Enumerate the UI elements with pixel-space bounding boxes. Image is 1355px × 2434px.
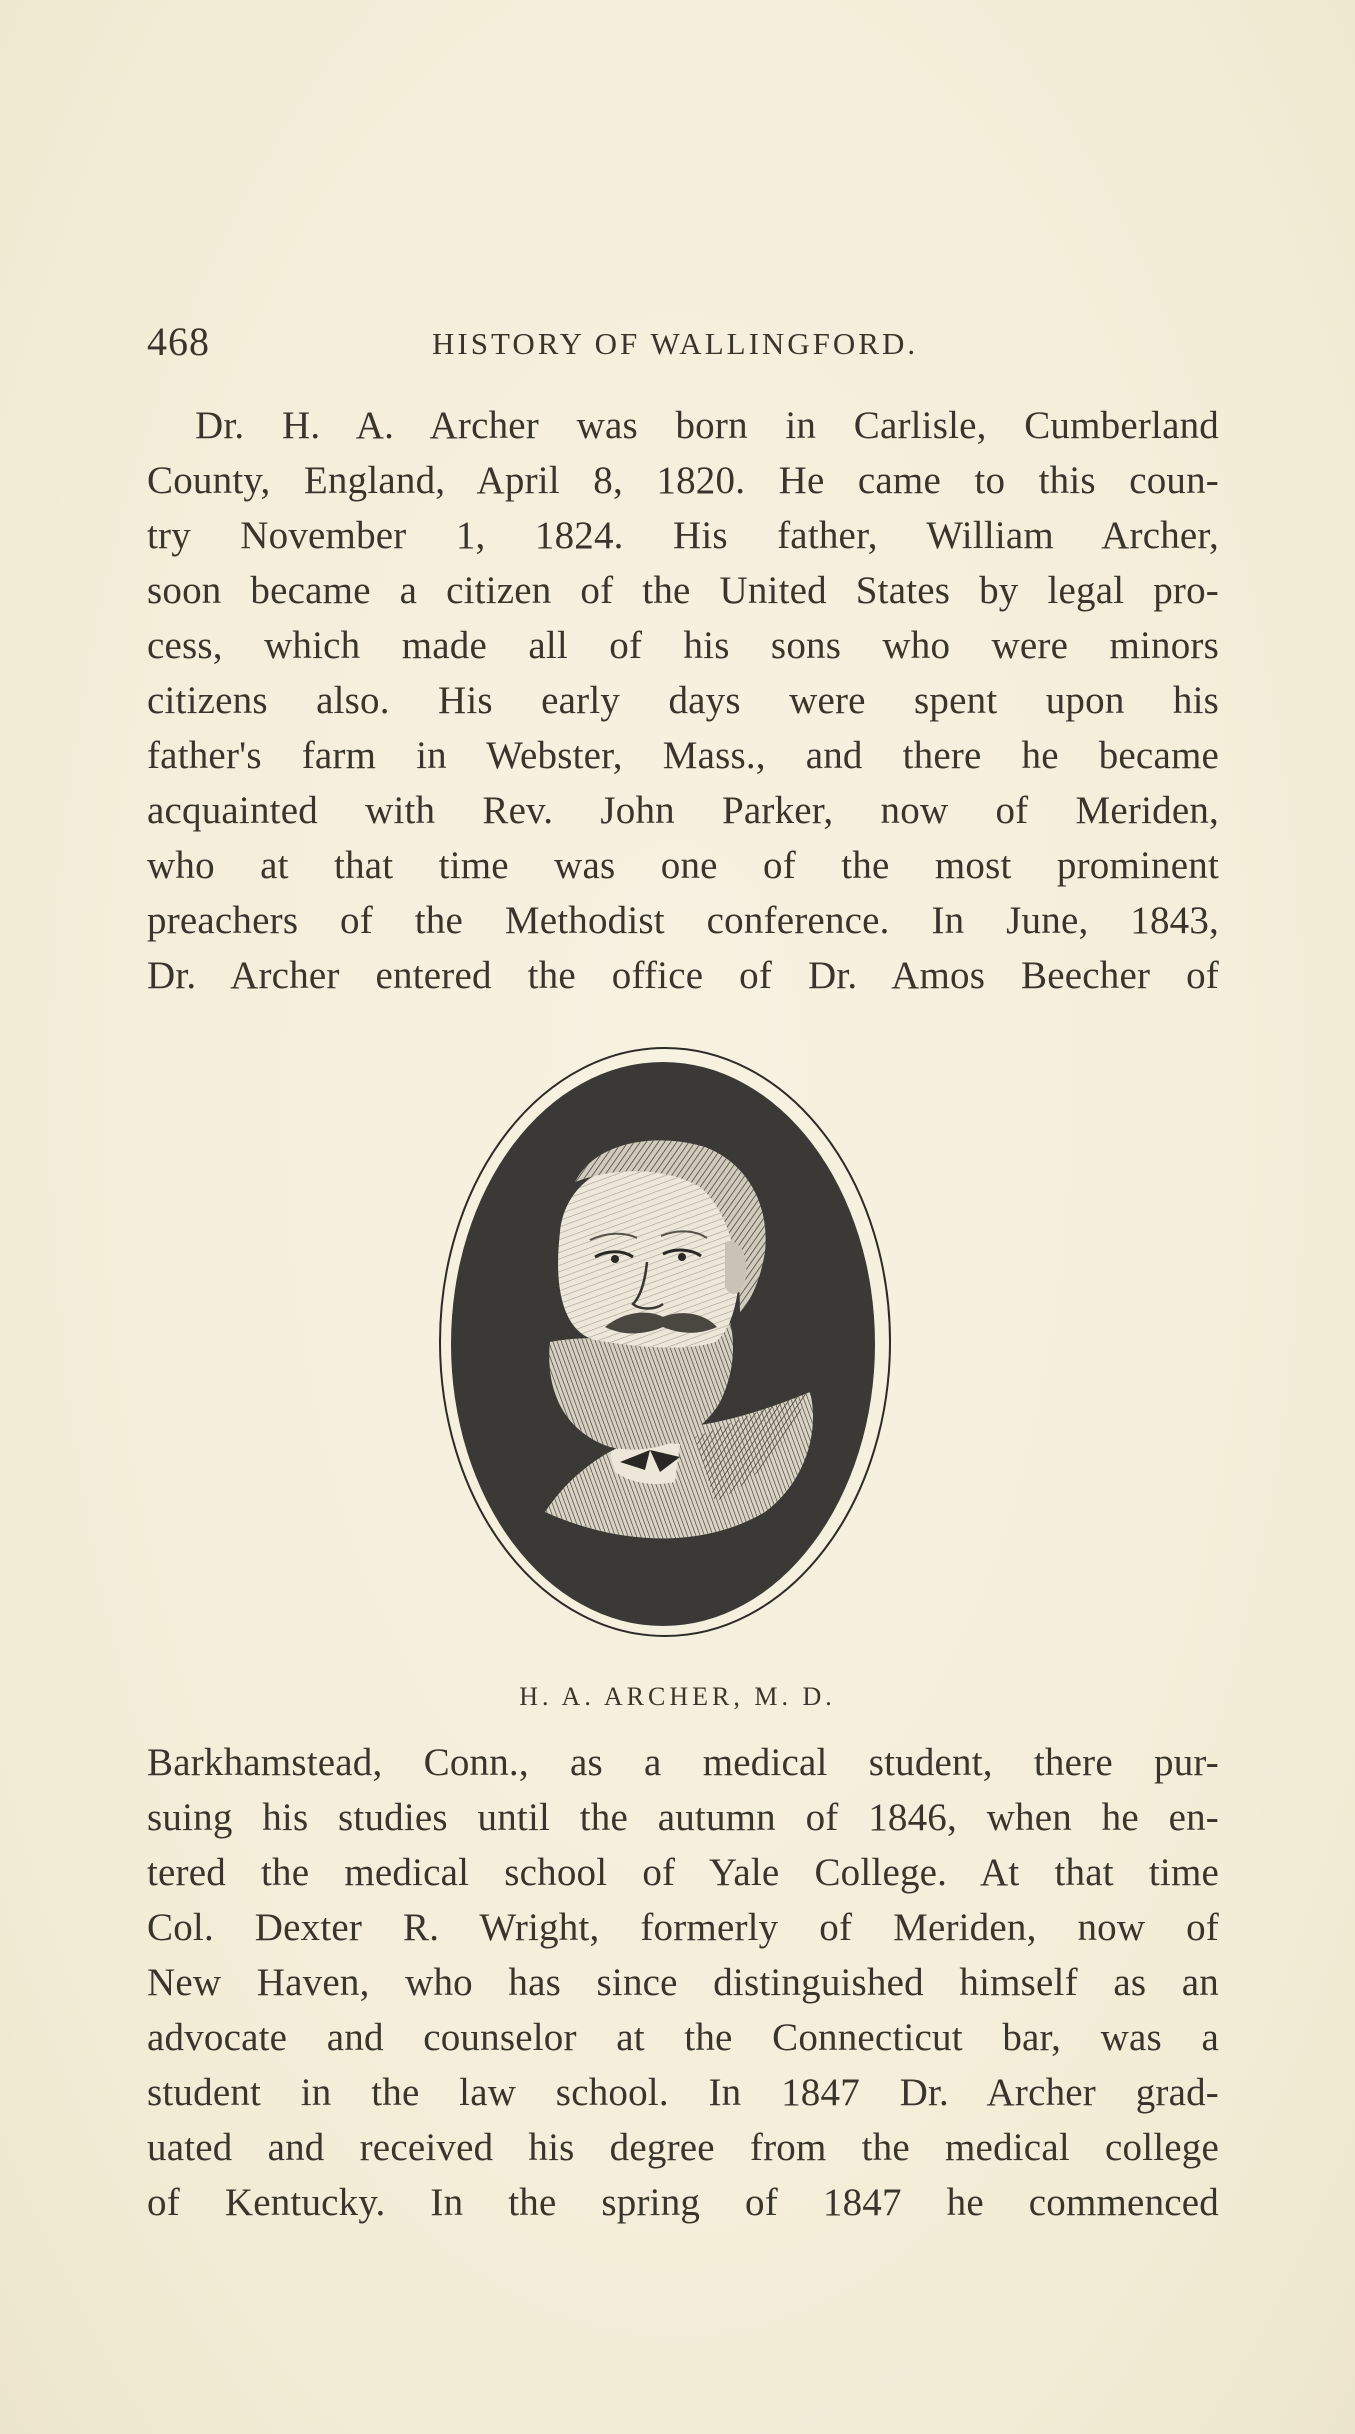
paragraph-bottom bbox=[147, 1735, 1219, 2230]
text-line: Col. Dexter R. Wright, formerly of Meriden, now of bbox=[147, 1906, 1219, 1949]
page-number: 468 bbox=[147, 319, 210, 364]
text-line: Barkhamstead, Conn., as a medical student, there pur- bbox=[147, 1741, 1219, 1784]
text-line: citizens also. His early days were spent upon his bbox=[147, 679, 1219, 722]
portrait-caption: H. A. ARCHER, M. D. bbox=[519, 1682, 836, 1711]
text-line: student in the law school. In 1847 Dr. Archer grad- bbox=[147, 2071, 1219, 2114]
text-line: County, England, April 8, 1820. He came to this coun- bbox=[147, 459, 1219, 502]
text-line: advocate and counselor at the Connecticut bar, was a bbox=[147, 2016, 1219, 2059]
text-line: tered the medical school of Yale College. At that time bbox=[147, 1851, 1219, 1894]
text-line: preachers of the Methodist conference. In June, 1843, bbox=[147, 899, 1219, 942]
text-line: suing his studies until the autumn of 1846, when he en- bbox=[147, 1796, 1219, 1839]
portrait-oval-image bbox=[435, 1042, 895, 1642]
text-line: cess, which made all of his sons who were minors bbox=[147, 624, 1219, 667]
text-line: uated and received his degree from the medical college bbox=[147, 2126, 1219, 2169]
portrait-engraving bbox=[435, 1042, 895, 1642]
text-line: Dr. Archer entered the office of Dr. Amos Beecher of bbox=[147, 954, 1219, 997]
text-line: Dr. H. A. Archer was born in Carlisle, Cumberland bbox=[195, 404, 1219, 447]
text-line: soon became a citizen of the United States by legal pro- bbox=[147, 569, 1219, 612]
text-line: New Haven, who has since distinguished himself as an bbox=[147, 1961, 1219, 2004]
text-line: of Kentucky. In the spring of 1847 he commenced bbox=[147, 2181, 1219, 2224]
running-head bbox=[147, 318, 1219, 368]
running-title: HISTORY OF WALLINGFORD. bbox=[432, 326, 919, 361]
paragraph-top bbox=[147, 398, 1219, 1003]
text-line: father's farm in Webster, Mass., and there he became bbox=[147, 734, 1219, 777]
text-line: try November 1, 1824. His father, William Archer, bbox=[147, 514, 1219, 557]
text-line: acquainted with Rev. John Parker, now of Meriden, bbox=[147, 789, 1219, 832]
text-line: who at that time was one of the most prominent bbox=[147, 844, 1219, 887]
